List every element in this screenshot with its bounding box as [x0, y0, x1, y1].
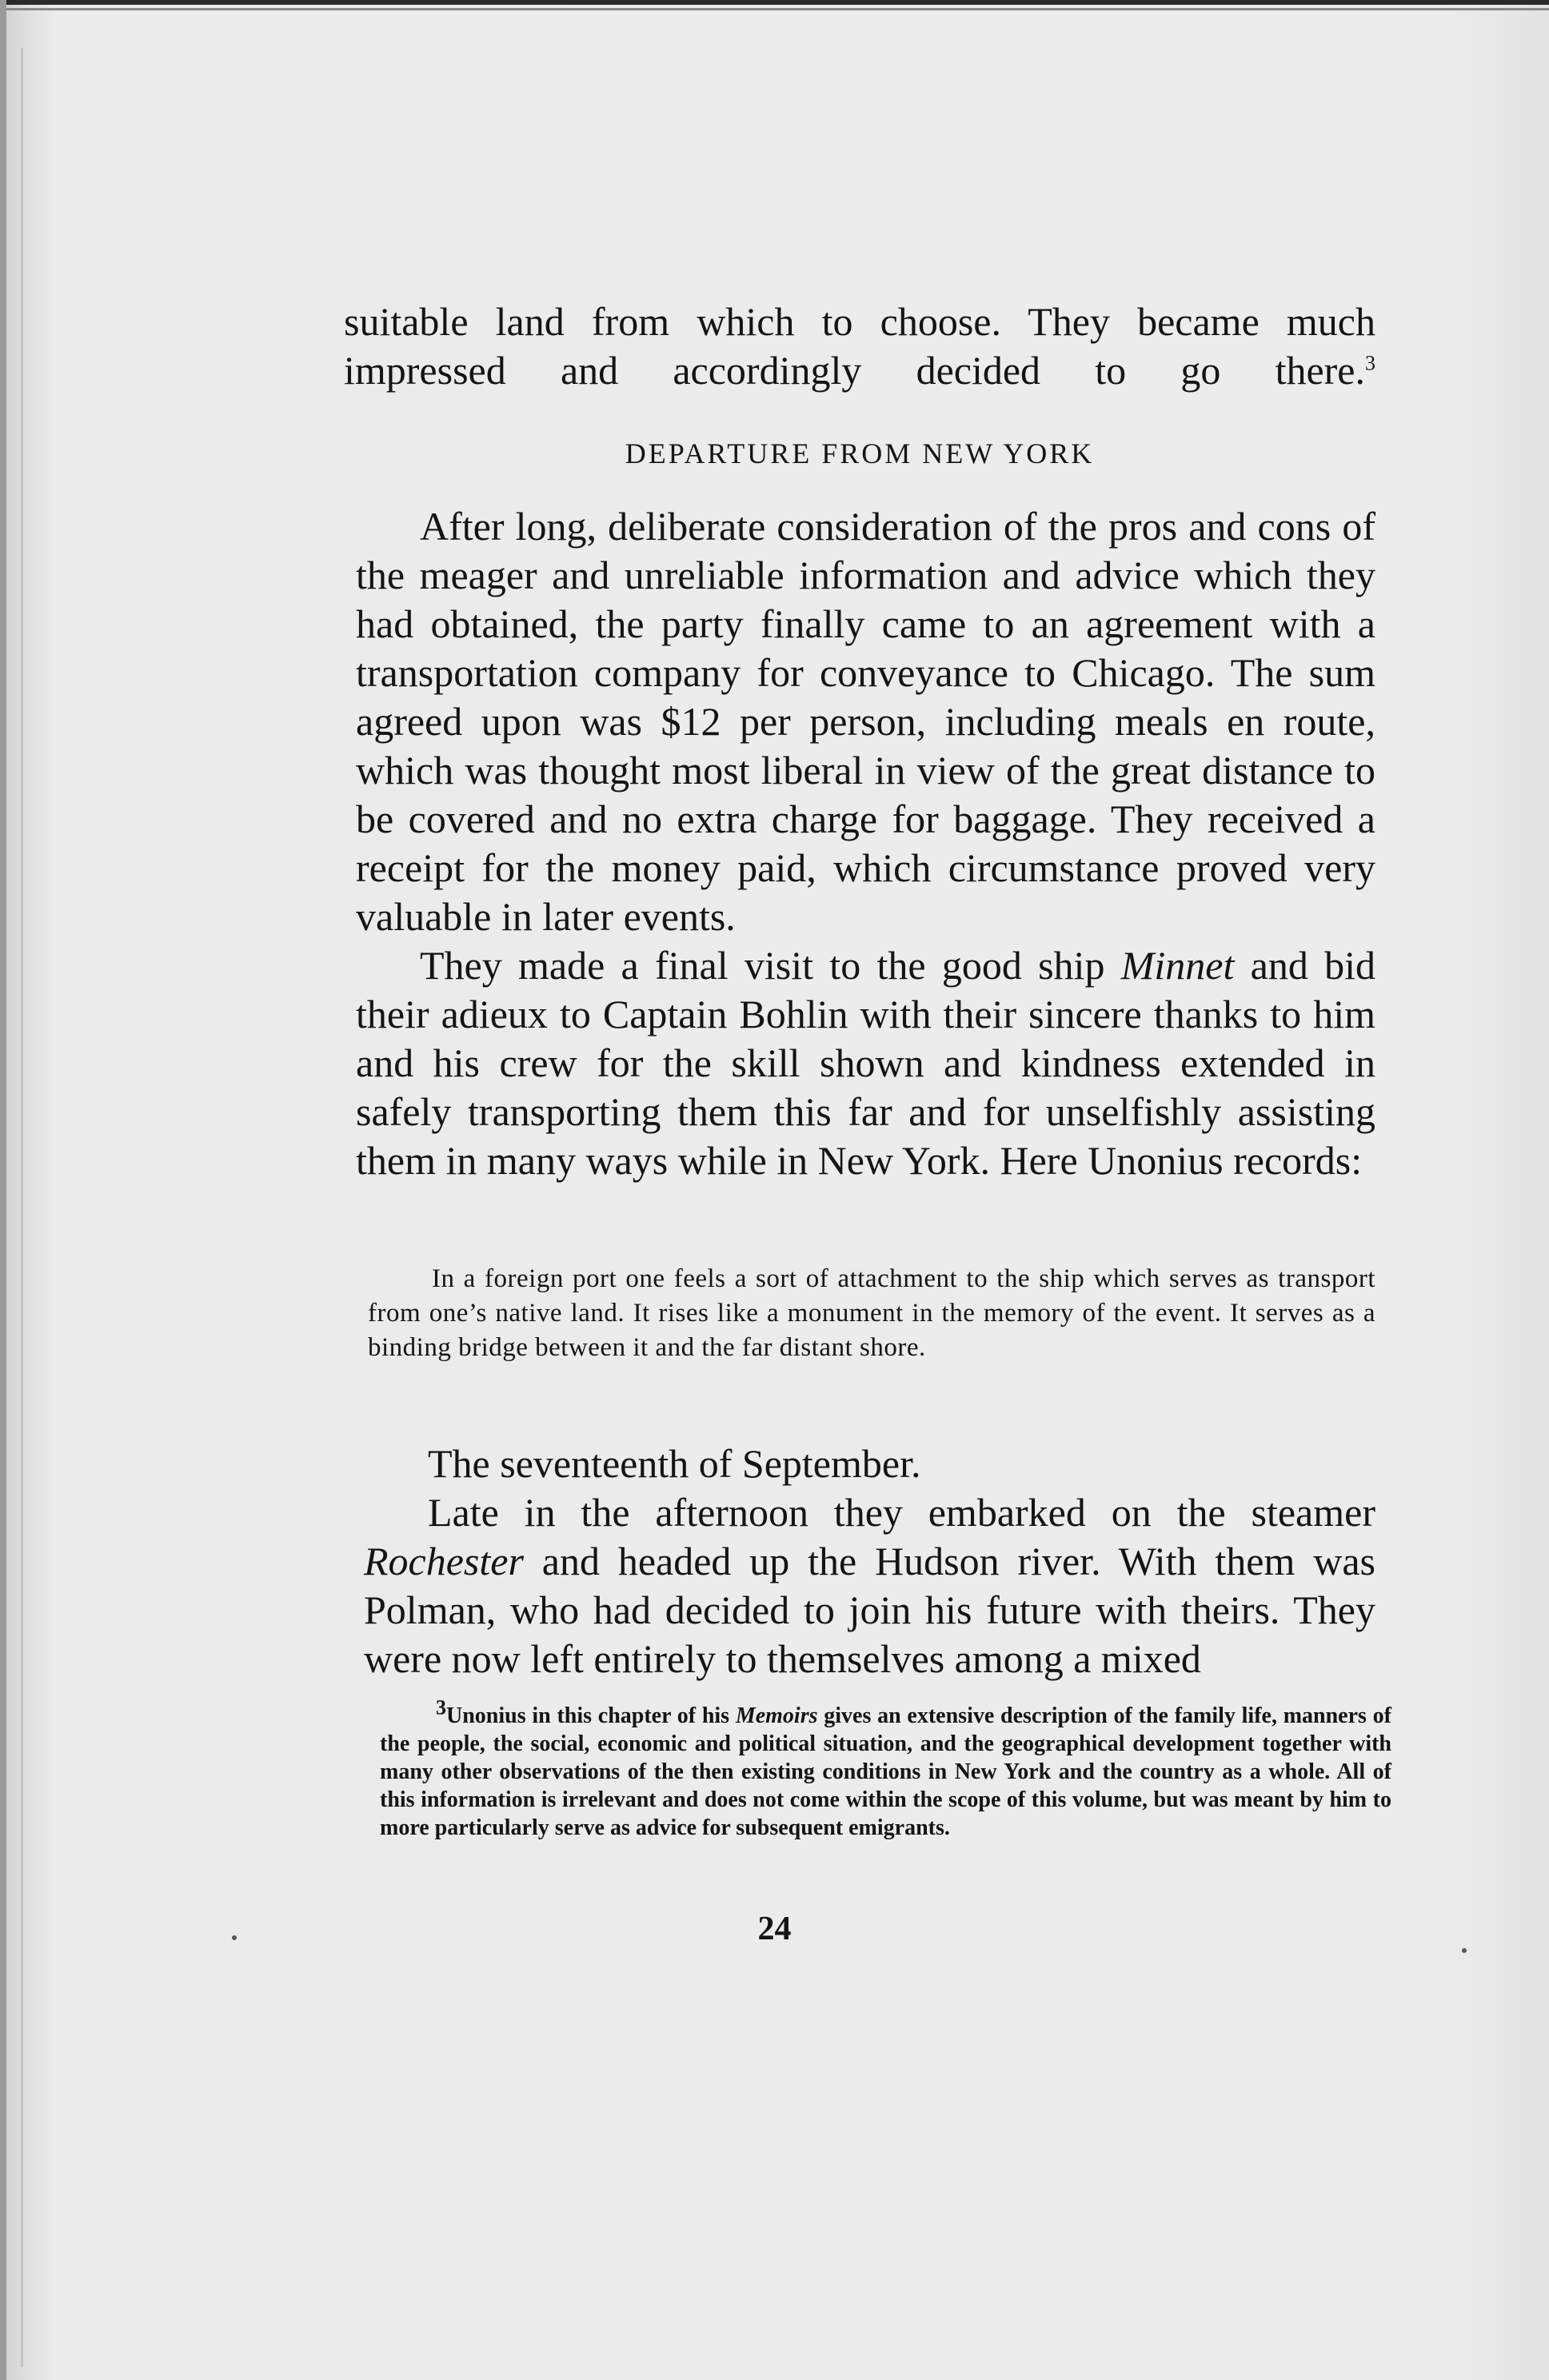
- footnote-block: [380, 1695, 1391, 1842]
- footnote-marker: 3: [436, 1695, 446, 1719]
- ship-name-minnet: Minnet: [1120, 943, 1235, 988]
- opening-paragraph-text: suitable land from which to choose. They became much impressed and accordingly decided to go there.: [344, 299, 1375, 393]
- page-gutter-line: [21, 48, 23, 2367]
- date-line: The seventeenth of September.: [428, 1441, 921, 1486]
- ship-name-rochester: Rochester: [364, 1539, 524, 1583]
- paragraph-departure: After long, deliberate consideration of the pros and cons of the meager and unreliable information and advice which they had obtained, the party finally came to an agreement with a transportation company for conveyance to Chicago. The sum agreed upon was $12 per person, including meals en route, which was thought most liberal in view of the great distance to be covered and no extra charge for baggage. They received a receipt for the money paid, which circumstance proved very valuable in later events.: [356, 504, 1375, 939]
- paragraph-rochester-end: and headed up the Hudson river. With them was Polman, who had decided to join his future with theirs. They were now left entirely to themselves among a mixed: [364, 1539, 1375, 1681]
- section-heading-block: [344, 437, 1375, 470]
- paragraph-final-visit-end: and bid their adieux to Captain Bohlin with their sincere thanks to him and his crew for the skill shown and kindness extended in safely transporting them this far and for unselfishly assisting them in many ways while in New York. Here Unonius records:: [356, 943, 1375, 1183]
- opening-paragraph-block: [344, 298, 1375, 395]
- top-edge-rule: [0, 0, 1549, 5]
- quote-block: [368, 1262, 1375, 1365]
- paragraph-final-visit: [356, 941, 1375, 1185]
- page-number: 24: [757, 1911, 792, 1947]
- footnote-text-end: gives an extensive description of the family life, manners of the people, the social, economic and political situation, and the geographical development together with many other observations of the then existing conditions in New York and the country as a whole. All of this information is irrelevant and does not come within the scope of this volume, but was meant by him to more particularly serve as advice for subsequent emigrants.: [380, 1703, 1391, 1840]
- paragraph-final-visit-start: They made a final visit to the good ship: [420, 943, 1121, 988]
- opening-paragraph: [344, 298, 1375, 395]
- page-spine-edge: [0, 0, 6, 2380]
- scan-speck: [1462, 1948, 1467, 1953]
- footnote-reference: 3: [1365, 351, 1375, 375]
- closing-paragraphs-block: [364, 1440, 1375, 1683]
- paragraph-rochester: [364, 1488, 1375, 1683]
- top-edge-rule-secondary: [0, 8, 1549, 10]
- footnote-book-title: Memoirs: [735, 1703, 818, 1728]
- main-paragraphs-block: [356, 502, 1375, 1185]
- footnote-text-start: Unonius in this chapter of his: [446, 1703, 736, 1728]
- block-quote: In a foreign port one feels a sort of attachment to the ship which serves as transport from one’s native land. It rises like a monument in the memory of the event. It serves as a binding bridge between it and the far distant shore.: [368, 1264, 1375, 1362]
- footnote: [380, 1695, 1391, 1842]
- section-heading: DEPARTURE FROM NEW YORK: [625, 437, 1095, 469]
- paragraph-rochester-start: Late in the afternoon they embarked on the steamer: [428, 1490, 1375, 1535]
